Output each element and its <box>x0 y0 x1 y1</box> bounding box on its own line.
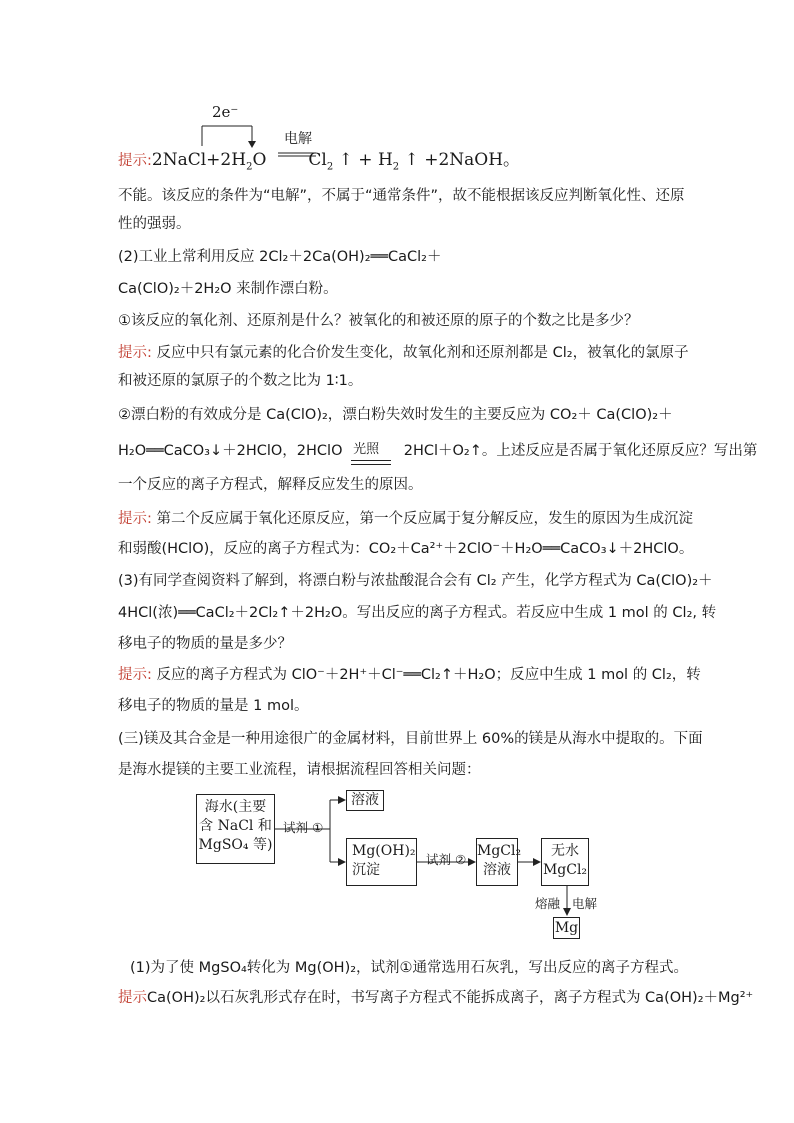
reagent-1-label: 试剂 ① <box>283 820 324 835</box>
section-3-intro: 是海水提镁的主要工业流程，请根据流程回答相关问题： <box>118 762 481 778</box>
question-3: 4HCl(浓)══CaCl₂＋2Cl₂↑＋2H₂O。写出反应的离子方程式。若反应中生成 1 mol 的 Cl₂, 转 <box>118 605 717 621</box>
electron-count: 2e⁻ <box>212 103 239 121</box>
hint-3: 和弱酸(HClO)，反应的离子方程式为：CO₂＋Ca²⁺＋2ClO⁻＋H₂O══CaCO₃↓＋2HClO。 <box>118 541 694 557</box>
hint-label: 提示: <box>118 345 152 361</box>
box-mgcl2-solution: MgCl₂ 溶液 <box>476 838 518 886</box>
box-anhydrous-mgcl2: 无水 MgCl₂ <box>541 838 589 886</box>
hint-3: 提示: 第二个反应属于氧化还原反应，第一个反应属于复分解反应，发生的原因为生成沉淀 <box>118 511 693 527</box>
hint-2: 提示: 反应中只有氯元素的化合价发生变化，故氧化剂和还原剂都是 Cl₂，被氧化的氯原子 <box>118 345 689 361</box>
hint-label: 提示: <box>118 153 152 169</box>
question-3-1: (1)为了使 MgSO₄转化为 Mg(OH)₂，试剂①通常选用石灰乳，写出反应的离子方程式。 <box>130 960 689 976</box>
question-3: (3)有同学查阅资料了解到，将漂白粉与浓盐酸混合会有 Cl₂ 产生，化学方程式为 Ca(ClO)₂＋ <box>118 573 713 589</box>
hint-2: 和被还原的氯原子的个数之比为 1∶1。 <box>118 373 363 389</box>
question-2b: 一个反应的离子方程式，解释反应发生的原因。 <box>118 477 423 493</box>
answer-paragraph: 不能。该反应的条件为“电解”，不属于“通常条件”，故不能根据该反应判断氧化性、还原 <box>118 188 685 204</box>
box-mg: Mg <box>553 917 580 939</box>
box-mg-oh2-precipitate: Mg(OH)₂ 沉淀 <box>346 838 417 886</box>
hint-label: 提示: <box>118 511 152 527</box>
melt-label: 熔融 <box>535 896 561 911</box>
equation-condition: 电解 <box>284 131 312 147</box>
section-3-intro: (三)镁及其合金是一种用途很广的金属材料，目前世界上 60%的镁是从海水中提取的。下面 <box>118 731 703 747</box>
box-seawater: 海水(主要 含 NaCl 和 MgSO₄ 等) <box>196 794 275 864</box>
answer-paragraph: 性的强弱。 <box>118 216 191 232</box>
light-condition: 光照 <box>353 442 380 457</box>
hint-4: 移电子的物质的量是 1 mol。 <box>118 698 309 714</box>
question-2a: ①该反应的氧化剂、还原剂是什么？被氧化的和被还原的原子的个数之比是多少？ <box>118 313 639 329</box>
electron-equation: 提示$:2NaCl+2H_2O$ $Cl_2$ ↑ + $H_2$ ↑ +2NaOH。 <box>118 150 521 173</box>
electrolysis-label: 电解 <box>572 896 598 911</box>
box-solution: 溶液 <box>346 790 384 811</box>
hint-label: 提示: <box>118 667 152 683</box>
reagent-2-label: 试剂 ② <box>426 852 467 867</box>
question-2: Ca(ClO)₂＋2H₂O 来制作漂白粉。 <box>118 281 338 297</box>
hint-5: 提示Ca(OH)₂以石灰乳形式存在时，书写离子方程式不能拆成离子，离子方程式为 Ca(OH)₂＋Mg²⁺ <box>118 990 754 1006</box>
question-2b: H₂O══CaCO₃↓＋2HClO，2HClO 光照 2HCl＋O₂↑。上述反应是否属于氧化还原反应？写出第 <box>118 441 757 461</box>
hint-label: 提示 <box>118 990 147 1006</box>
question-3: 移电子的物质的量是多少？ <box>118 636 292 652</box>
hint-4: 提示: 反应的离子方程式为 ClO⁻＋2H⁺＋Cl⁻══Cl₂↑＋H₂O；反应中生成 1 mol 的 Cl₂，转 <box>118 667 701 683</box>
question-2: (2)工业上常利用反应 2Cl₂＋2Ca(OH)₂══CaCl₂＋ <box>118 249 442 265</box>
question-2b: ②漂白粉的有效成分是 Ca(ClO)₂，漂白粉失效时发生的主要反应为 CO₂＋ Ca(ClO)₂＋ <box>118 407 673 423</box>
